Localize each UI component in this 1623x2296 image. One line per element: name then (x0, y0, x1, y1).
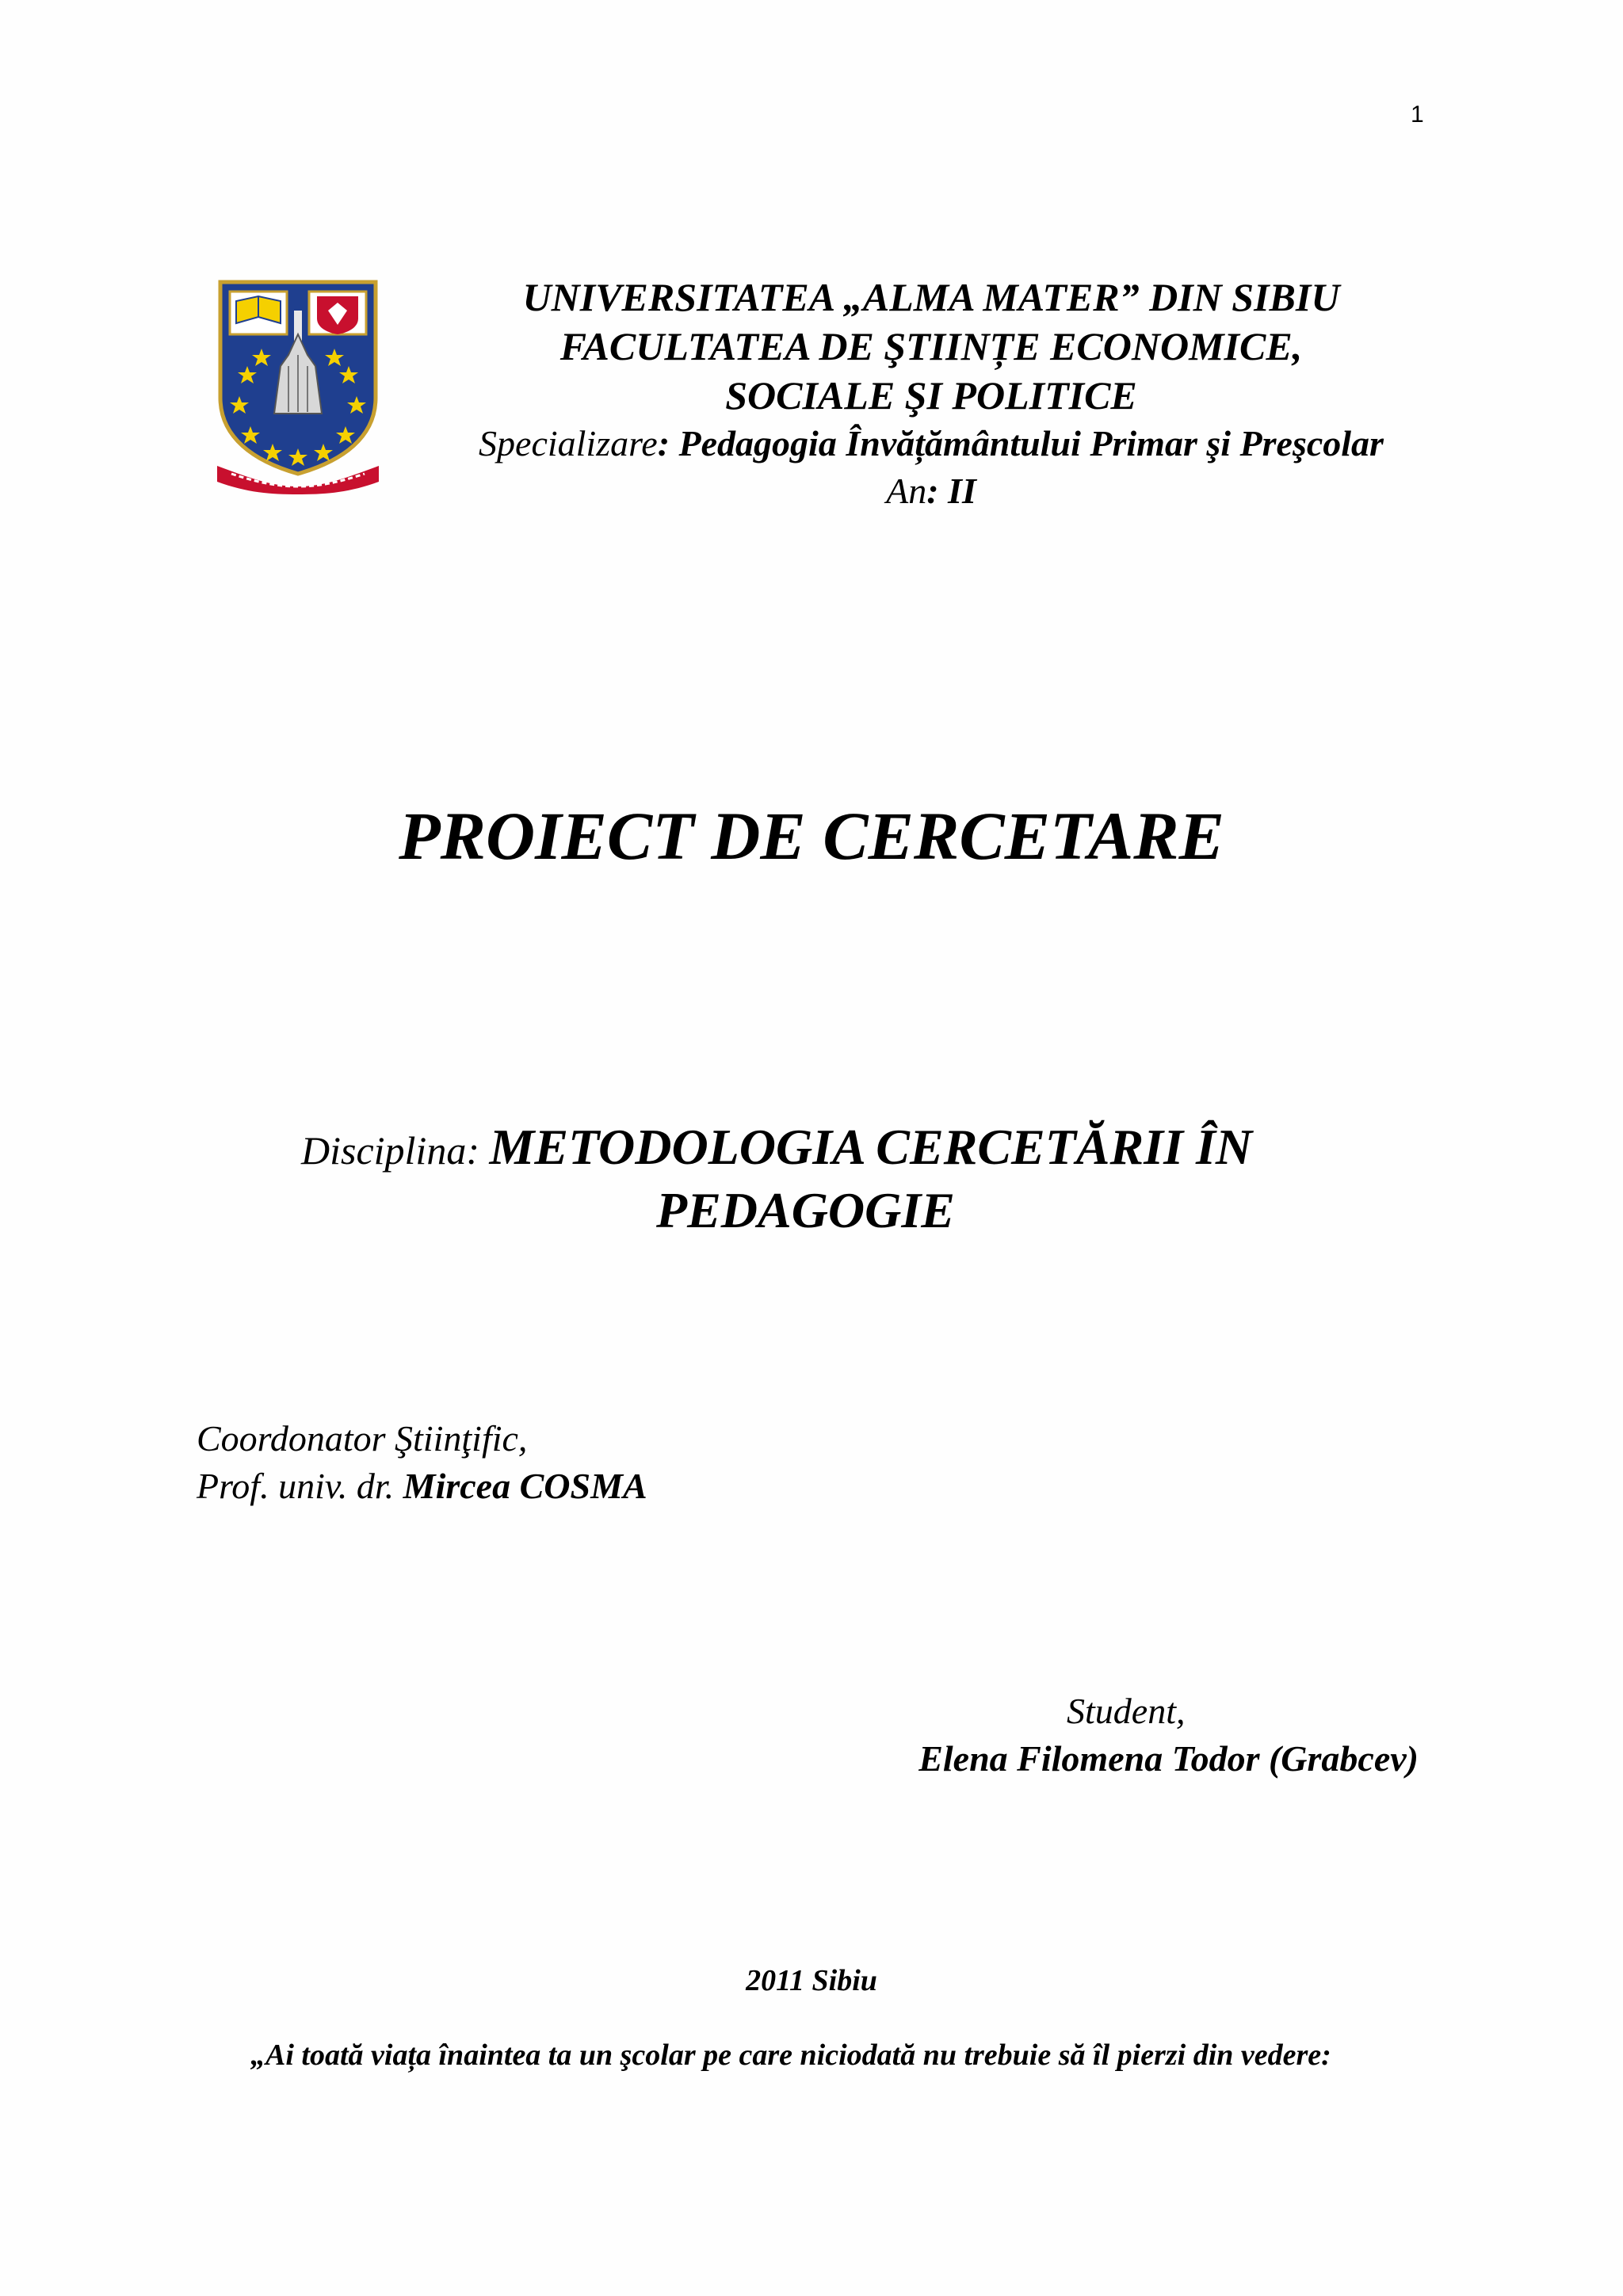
faculty-name-line1: FACULTATEA DE ŞTIINȚE ECONOMICE, (559, 324, 1303, 368)
coordinator-line (197, 1463, 989, 1510)
specialization-value: : Pedagogia Învățământului Primar şi Preşcolar (657, 423, 1384, 463)
university-crest-icon (216, 279, 380, 494)
student-name: Elena Filomena Todor (Grabcev) (918, 1738, 1419, 1779)
specialization-label: Specializare (479, 423, 658, 463)
discipline (301, 1117, 1411, 1241)
coordinator-name: Mircea COSMA (403, 1466, 647, 1506)
discipline-colon: : (466, 1128, 490, 1173)
study-year-label: An (886, 471, 927, 511)
coordinator (197, 1415, 989, 1510)
discipline-value-line2: PEDAGOGIE (656, 1182, 955, 1238)
specialization (428, 420, 1434, 467)
coordinator-label: Coordonator Ştiinţific, (197, 1418, 528, 1459)
page-number: 1 (1411, 101, 1424, 128)
discipline-line1 (301, 1117, 1411, 1180)
coordinator-title: Prof. univ. dr. (197, 1466, 403, 1506)
discipline-label: Disciplina (301, 1128, 467, 1173)
discipline-value-line1: METODOLOGIA CERCETĂRII ÎN (489, 1119, 1253, 1175)
student-label: Student, (1067, 1691, 1186, 1731)
institution-header (428, 273, 1434, 515)
university-name: UNIVERSITATEA „ALMA MATER” DIN SIBIU (522, 275, 1340, 319)
student (792, 1688, 1419, 1783)
quote: „Ai toată viața înaintea ta un şcolar pe care niciodată nu trebuie să îl pierzi din vedere: (250, 2039, 1331, 2072)
document-title: PROIECT DE CERCETARE (399, 798, 1224, 874)
faculty-name-line2: SOCIALE ŞI POLITICE (725, 373, 1137, 418)
place-year: 2011 Sibiu (746, 1964, 877, 1997)
study-year-value: : II (926, 471, 976, 511)
study-year (428, 467, 1434, 515)
